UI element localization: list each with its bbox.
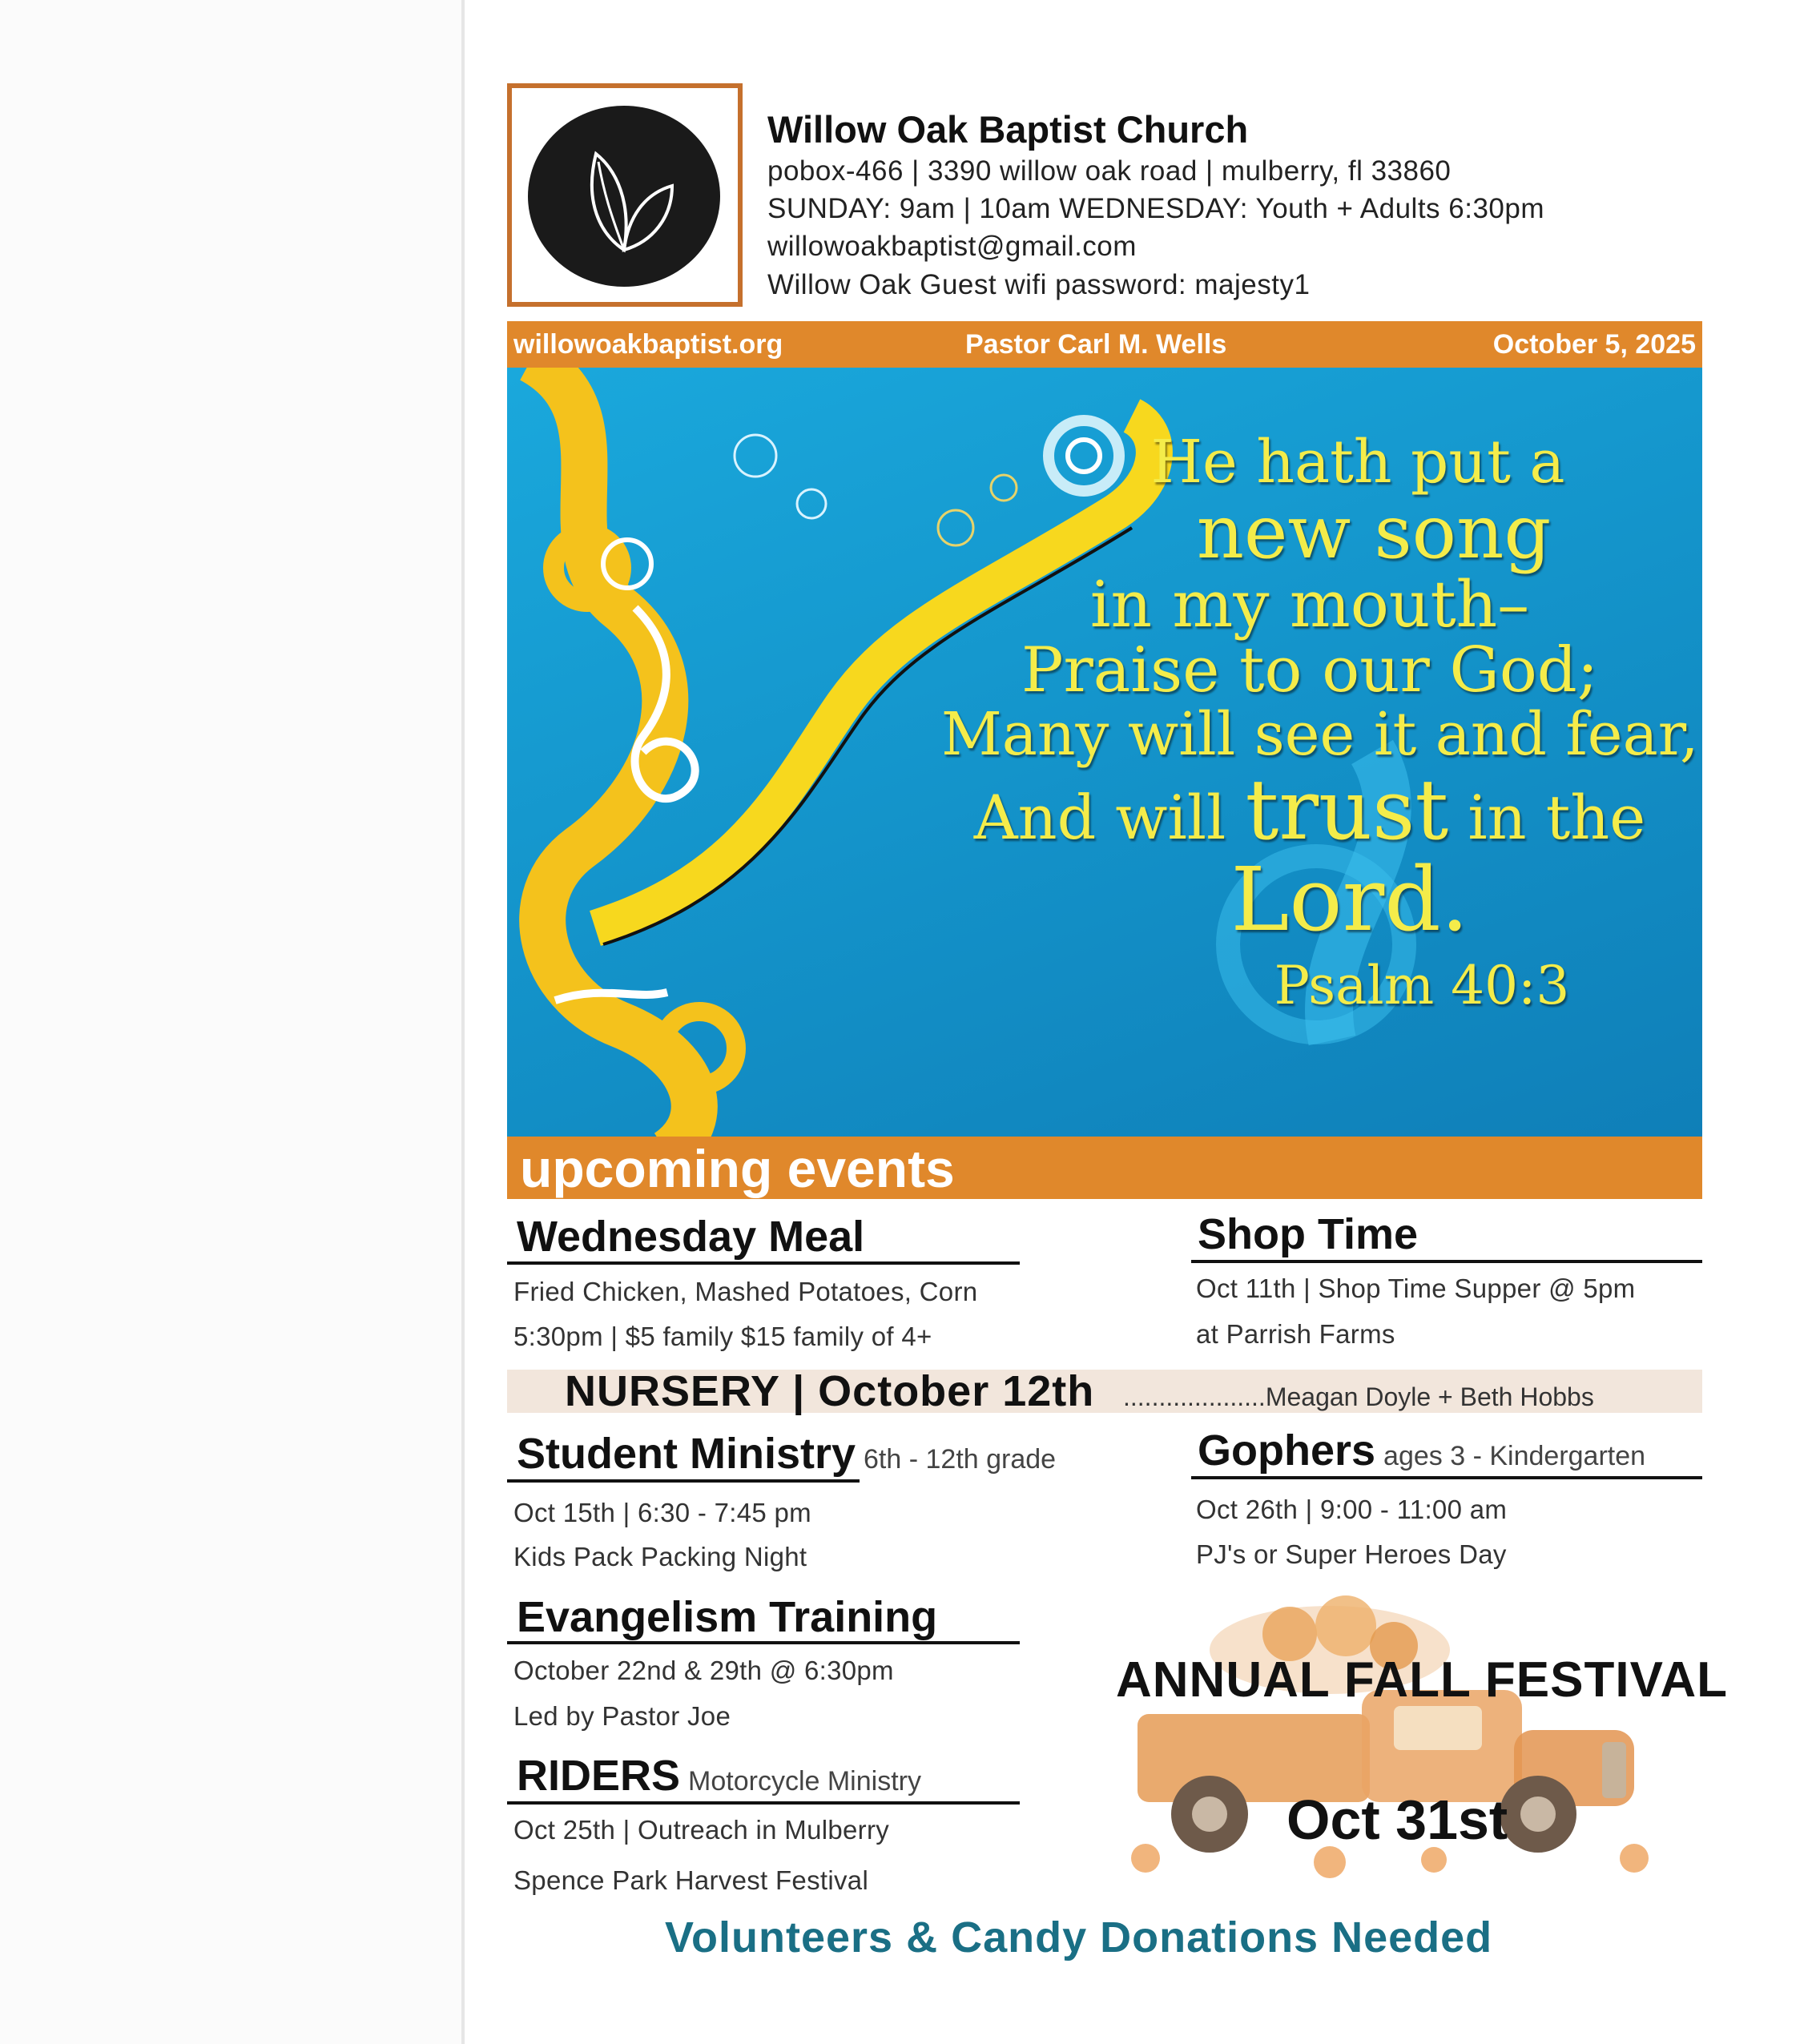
bulletin-date: October 5, 2025: [1492, 329, 1696, 360]
volunteers-callout: Volunteers & Candy Donations Needed: [665, 1913, 1493, 1962]
verse-fragment: And will: [973, 781, 1246, 853]
event-subtitle: ages 3 - Kindergarten: [1383, 1441, 1646, 1471]
event-title-text: RIDERS: [517, 1752, 681, 1800]
event-detail: Kids Pack Packing Night: [513, 1542, 807, 1571]
facing-blank-page: [0, 0, 463, 2044]
wifi-password: Willow Oak Guest wifi password: majesty1: [767, 269, 1311, 300]
verse-line: Praise to our God;: [1021, 634, 1599, 707]
church-name: Willow Oak Baptist Church: [767, 108, 1249, 151]
event-title-gophers: [1198, 1426, 1645, 1475]
divider: [507, 1479, 860, 1483]
upcoming-events-heading: [507, 1137, 1702, 1199]
event-detail: PJ's or Super Heroes Day: [1196, 1539, 1507, 1569]
church-address: pobox-466 | 3390 willow oak road | mulberry, fl 33860: [767, 155, 1452, 187]
event-detail: at Parrish Farms: [1196, 1319, 1395, 1349]
verse-line: new song: [1196, 489, 1552, 575]
divider: [507, 1261, 1020, 1265]
church-email: willowoakbaptist@gmail.com: [767, 231, 1137, 262]
verse-reference: Psalm 40:3: [1274, 954, 1570, 1016]
verse-line: Many will see it and fear,: [941, 700, 1699, 770]
nursery-title: NURSERY | October 12th: [565, 1367, 1095, 1415]
info-bar: [507, 321, 1702, 368]
verse-fragment: in the: [1448, 781, 1646, 853]
section-title: upcoming events: [520, 1139, 955, 1198]
event-detail: Oct 11th | Shop Time Supper @ 5pm: [1196, 1273, 1636, 1303]
church-logo: [507, 83, 743, 307]
service-schedule: SUNDAY: 9am | 10am WEDNESDAY: Youth + Adults 6:30pm: [767, 193, 1545, 224]
verse-banner: [507, 368, 1702, 1137]
event-title-text: Student Ministry: [517, 1430, 856, 1478]
leaf-icon: [568, 138, 680, 258]
nursery-volunteers: ....................Meagan Doyle + Beth Hobbs: [1123, 1382, 1594, 1411]
divider: [1191, 1476, 1702, 1479]
verse-line: Lord.: [1230, 848, 1469, 952]
event-subtitle: 6th - 12th grade: [864, 1444, 1057, 1475]
page-edge: [461, 0, 465, 2044]
festival-date: Oct 31st: [1286, 1788, 1508, 1851]
event-title-text: Gophers: [1198, 1426, 1376, 1475]
website-link[interactable]: willowoakbaptist.org: [513, 329, 783, 360]
pastor-name: Pastor Carl M. Wells: [965, 329, 1227, 360]
event-detail: Oct 26th | 9:00 - 11:00 am: [1196, 1495, 1508, 1524]
divider: [507, 1641, 1020, 1644]
verse-line: [941, 760, 1678, 859]
event-title-wednesday-meal: Wednesday Meal: [517, 1213, 865, 1261]
event-detail: Spence Park Harvest Festival: [513, 1865, 869, 1895]
event-subtitle: Motorcycle Ministry: [688, 1766, 921, 1797]
verse-line: in my mouth–: [1089, 567, 1530, 642]
event-detail: Oct 25th | Outreach in Mulberry: [513, 1815, 890, 1845]
scripture-verse: [941, 428, 1699, 1016]
event-title-riders: [517, 1751, 921, 1801]
verse-line: He hath put a: [1150, 428, 1565, 497]
festival-title: ANNUAL FALL FESTIVAL: [1116, 1652, 1728, 1708]
event-title-shop-time: Shop Time: [1198, 1210, 1419, 1258]
divider: [1191, 1260, 1702, 1263]
event-detail: October 22nd & 29th @ 6:30pm: [513, 1656, 894, 1685]
event-detail: Led by Pastor Joe: [513, 1701, 731, 1731]
event-title-evangelism-training: Evangelism Training: [517, 1593, 938, 1641]
event-title-student-ministry: [517, 1429, 1056, 1479]
event-detail: Oct 15th | 6:30 - 7:45 pm: [513, 1498, 811, 1527]
event-detail: Fried Chicken, Mashed Potatoes, Corn: [513, 1277, 978, 1306]
event-detail: 5:30pm | $5 family $15 family of 4+: [513, 1322, 932, 1351]
divider: [507, 1801, 1020, 1805]
logo-circle: [528, 106, 720, 287]
verse-emphasis: trust: [1245, 760, 1449, 859]
